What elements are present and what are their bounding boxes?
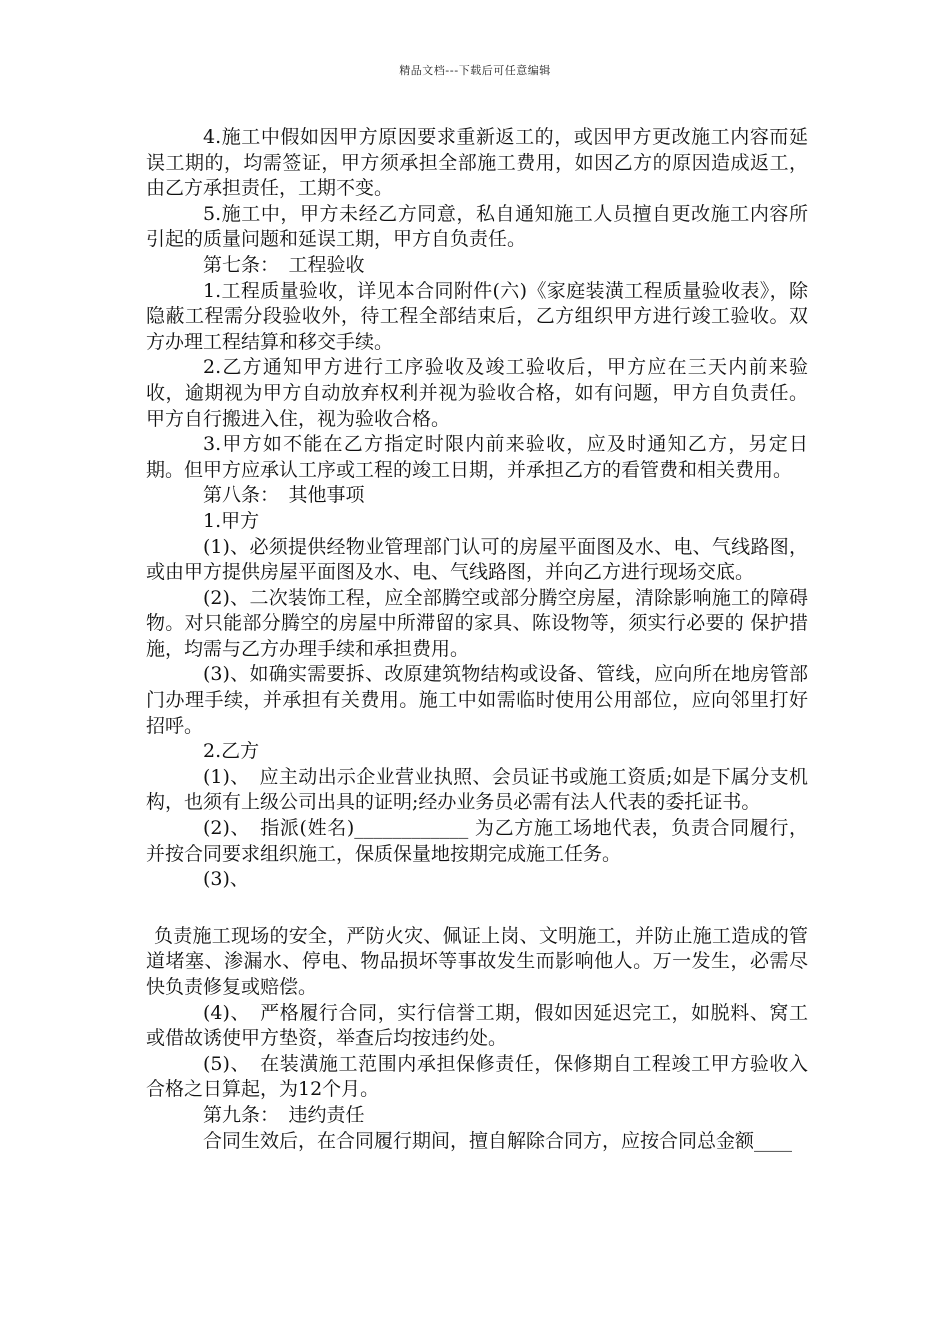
paragraph-party-b-2: (2)、 指派(姓名)____________ 为乙方施工场地代表，负责合同履行，并按合同要求组织施工，保质保量地按期完成施工任务。 <box>146 817 808 865</box>
section-heading-9: 第九条： 违约责任 <box>203 1103 365 1126</box>
paragraph-clause-6-5: 5.施工中，甲方未经乙方同意，私自通知施工人员擅自更改施工内容所引起的质量问题和延误工期，甲方自负责任。 <box>146 202 808 251</box>
paragraph-party-b-3-label: (3)、 <box>203 868 249 891</box>
paragraph-party-a-3: (3)、如确实需要拆、改原建筑物结构或设备、管线，应向所在地房管部门办理手续，并承担有关费用。施工中如需临时使用公用部位，应向邻里打好招呼。 <box>146 663 808 737</box>
section-heading-7: 第七条： 工程验收 <box>203 253 365 276</box>
paragraph-party-a-1: (1)、必须提供经物业管理部门认可的房屋平面图及水、电、气线路图，或由甲方提供房屋平面图及水、电、气线路图，并向乙方进行现场交底。 <box>146 535 808 584</box>
paragraph-party-b-1: (1)、 应主动出示企业营业执照、会员证书或施工资质;如是下属分支机构，也须有上级公司出具的证明;经办业务员必需有法人代表的委托证书。 <box>146 765 808 814</box>
paragraph-party-a-2: (2)、二次装饰工程，应全部腾空或部分腾空房屋，清除影响施工的障碍物。对只能部分腾空的房屋中所滞留的家具、陈设物等，须实行必要的 保护措施，均需与乙方办理手续和承担费用。 <box>146 586 808 660</box>
paragraph-clause-9: 合同生效后，在合同履行期间，擅自解除合同方，应按合同总金额____ <box>203 1129 793 1152</box>
paragraph-clause-7-2: 2.乙方通知甲方进行工序验收及竣工验收后，甲方应在三天内前来验收，逾期视为甲方自动放弃权利并视为验收合格，如有问题，甲方自负责任。甲方自行搬进入住，视为验收合格。 <box>146 356 808 430</box>
section-heading-8: 第八条： 其他事项 <box>203 484 365 507</box>
subheading-party-a: 1.甲方 <box>203 509 260 532</box>
paragraph-party-b-3: 负责施工现场的安全，严防火灾、佩证上岗、文明施工，并防止施工造成的管道堵塞、渗漏水、停电、物品损坏等事故发生而影响他人。万一发生，必需尽快负责修复或赔偿。 <box>146 924 808 998</box>
paragraph-clause-6-4: 4.施工中假如因甲方原因要求重新返工的，或因甲方更改施工内容而延误工期的，均需签证，甲方须承担全部施工费用，如因乙方的原因造成返工，由乙方承担责任，工期不变。 <box>146 126 808 200</box>
paragraph-clause-7-1: 1.工程质量验收，详见本合同附件(六)《家庭装潢工程质量验收表》，除隐蔽工程需分段验收外，待工程全部结束后，乙方组织甲方进行竣工验收。双方办理工程结算和移交手续。 <box>146 279 808 353</box>
paragraph-party-b-5: (5)、 在装潢施工范围内承担保修责任，保修期自工程竣工甲方验收入合格之日算起，为12个月。 <box>146 1052 808 1101</box>
paragraph-clause-7-3: 3.甲方如不能在乙方指定时限内前来验收，应及时通知乙方，另定日期。但甲方应承认工序或工程的竣工日期，并承担乙方的看管费和相关费用。 <box>146 433 808 481</box>
document-body <box>146 125 808 1154</box>
page-header: 精品文档---下载后可任意编辑 <box>399 64 551 77</box>
subheading-party-b: 2.乙方 <box>203 740 260 763</box>
blank-line <box>146 893 808 924</box>
paragraph-party-b-4: (4)、 严格履行合同，实行信誉工期，假如因延迟完工，如脱料、窝工或借故诱使甲方垫资，举查后均按违约处。 <box>146 1001 808 1050</box>
